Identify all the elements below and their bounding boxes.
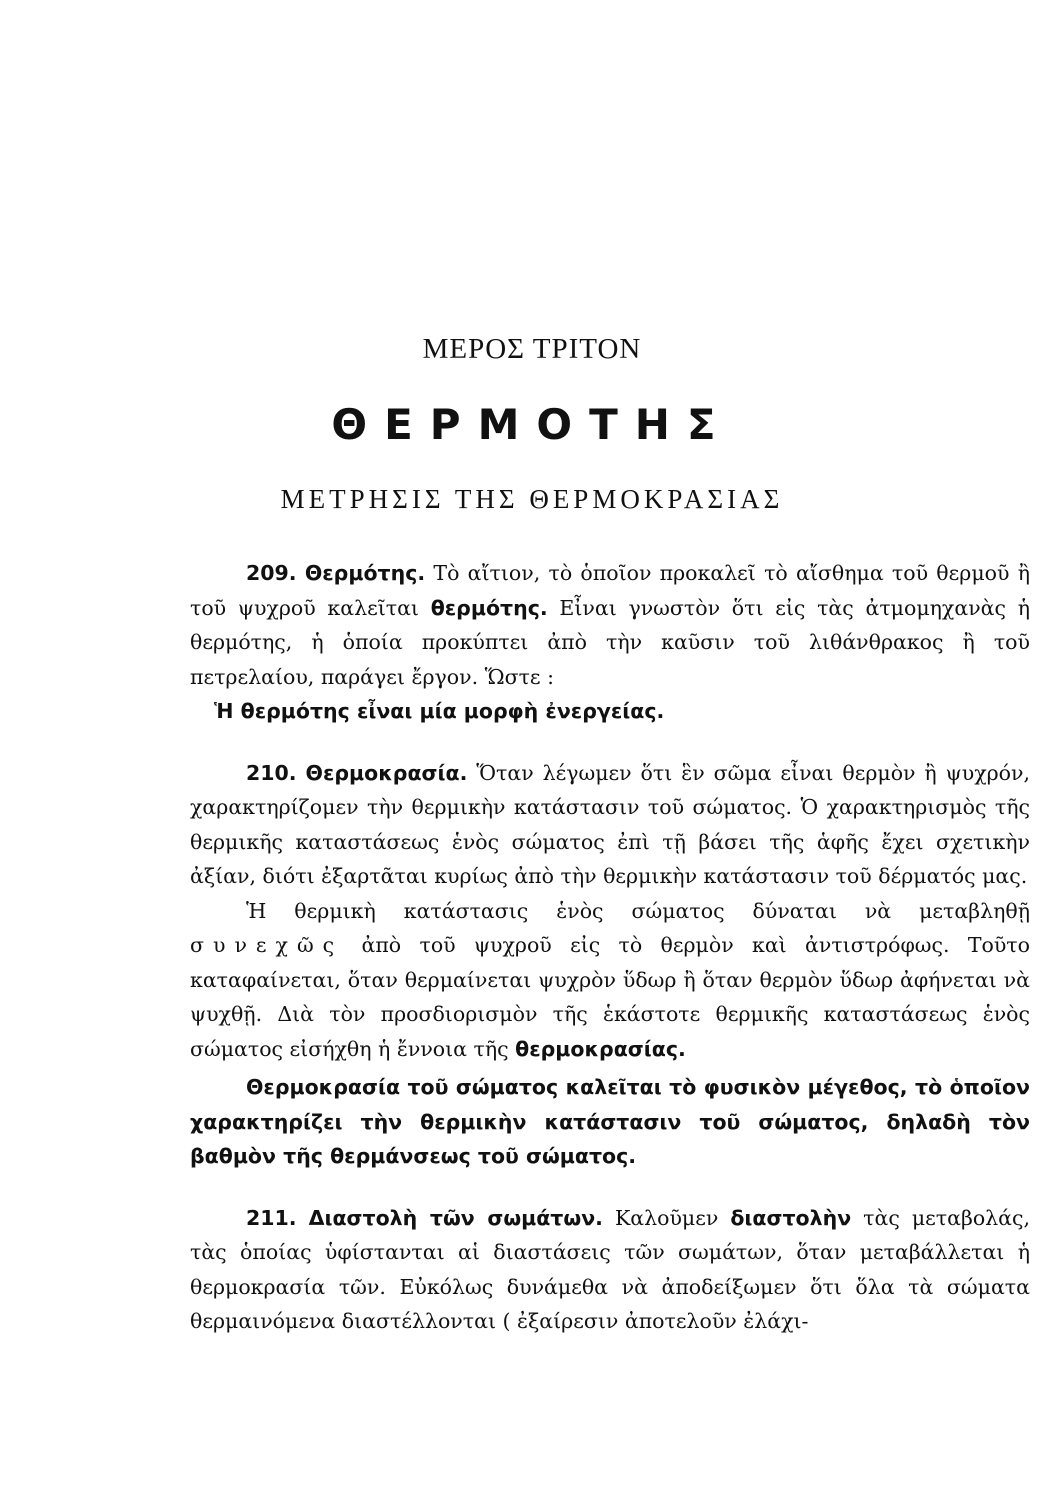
chapter-title: ΘΕΡΜΟΤΗΣ [331,400,733,449]
bold-term: θερμότης. [430,595,548,620]
paragraph-heading: Διαστολὴ τῶν σωμάτων. [308,1205,603,1230]
part-title: ΜΕΡΟΣ ΤΡΙΤΟΝ [422,333,642,365]
section-title: ΜΕΤΡΗΣΙΣ ΤΗΣ ΘΕΡΜΟΚΡΑΣΙΑΣ [280,484,784,514]
paragraph-210 [190,756,1030,894]
paragraph-210-continued [190,894,1030,1067]
paragraph-text: ἀπὸ τοῦ ψυχροῦ εἰς τὸ θερμὸν καὶ ἀντιστρόφως. Τοῦτο καταφαίνεται, ὅταν θερμαίνεται ψυχρὸν ὕδωρ ἢ ὅταν θερμὸν ὕδωρ ἀφήνεται νὰ ψυχθῇ. Διὰ τὸν προσδιορισμὸν τῆς ἑκάστοτε θερμικῆς καταστάσεως ἑνὸς σώματος εἰσήχθη ἡ ἔννοια τῆς [190,933,1030,1061]
paragraph-text: Εἶναι γνωστὸν ὅτι εἰς τὰς ἀτμομηχανὰς ἡ θερμότης, ἡ ὁποία προκύπτει ἀπὸ τὴν καῦσιν τοῦ λιθάνθρακος ἢ τοῦ πετρελαίου, παράγει ἔργον. Ὥστε : [190,595,1030,689]
paragraph-heading: Θερμότης. [304,561,426,585]
bold-term: διαστολὴν [730,1205,852,1230]
paragraph-number: 211. [246,1205,297,1230]
definition-statement: Θερμοκρασία τοῦ σώματος καλεῖται τὸ φυσικὸν μέγεθος, τὸ ὁποῖον χαρακτηρίζει τὴν θερμικὴν κατάστασιν τοῦ σώματος, δηλαδὴ τὸν βαθμὸν τῆς θερμάνσεως τοῦ σώματος. [190,1075,1030,1168]
paragraph-number: 210. [246,760,297,785]
paragraph-text: Καλοῦμεν [602,1205,731,1230]
paragraph-text: τὰς μεταβολάς, τὰς ὁποίας ὑφίστανται αἱ διαστάσεις τῶν σωμάτων, ὅταν μεταβάλλεται ἡ θερμοκρασία τῶν. Εὐκόλως δυνάμεθα νὰ ἀποδείξωμεν ὅτι ὅλα τὰ σώματα θερμαινόμενα διαστέλλονται ( ἐξαίρεσιν ἀποτελοῦν ἐλάχι- [190,1205,1030,1333]
body-text [190,556,1030,1339]
key-statement: Ἡ θερμότης εἶναι μία μορφὴ ἐνεργείας. [214,699,665,723]
paragraph-text: Τὸ αἴτιον, τὸ ὁποῖον προκαλεῖ τὸ αἴσθημα τοῦ θερμοῦ ἢ τοῦ ψυχροῦ καλεῖται [190,561,1030,620]
paragraph-text: Ὅταν λέγωμεν ὅτι ἓν σῶμα εἶναι θερμὸν ἢ ψυχρόν, χαρακτηρίζομεν τὴν θερμικὴν κατάστασιν τοῦ σώματος. Ὁ χαρακτηρισμὸς τῆς θερμικῆς καταστάσεως ἑνὸς σώματος ἐπὶ τῇ βάσει τῆς ἁφῆς ἔχει σχετικὴν ἀξίαν, διότι ἐξαρτᾶται κυρίως ἀπὸ τὴν θερμικὴν κατάστασιν τοῦ δέρματός μας. [190,760,1030,888]
paragraph-209 [190,556,1030,694]
paragraph-211 [190,1201,1030,1339]
paragraph-heading: Θερμοκρασία. [305,760,468,785]
spaced-emphasis: συνεχῶς [190,933,344,957]
bold-term: θερμοκρασίας. [515,1036,686,1061]
paragraph-text: Ἡ θερμικὴ κατάστασις ἑνὸς σώματος δύναται νὰ μεταβληθῇ [246,898,1030,923]
paragraph-number: 209. [246,561,297,585]
